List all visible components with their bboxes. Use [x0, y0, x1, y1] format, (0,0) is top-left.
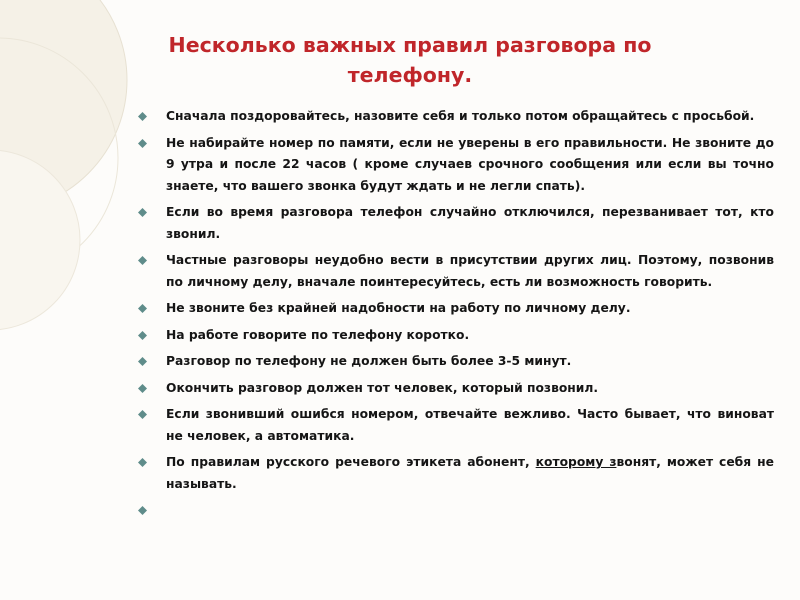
- bullet-icon: [138, 331, 147, 340]
- rule-item: [137, 351, 774, 373]
- rule-item: [137, 250, 774, 293]
- rule-text-before: По правилам русского речевого этикета абонент,: [166, 455, 536, 469]
- rule-item: [137, 404, 774, 447]
- rule-item: [137, 452, 774, 495]
- rule-item: [137, 325, 774, 347]
- bullet-icon: [138, 208, 147, 217]
- rule-text: Разговор по телефону не должен быть более 3-5 минут.: [166, 354, 572, 368]
- rule-item: [137, 298, 774, 320]
- rule-text-underlined: которому з: [535, 455, 617, 469]
- rule-text: Частные разговоры неудобно вести в присутствии других лиц. Поэтому, позвонив по личному делу, вначале поинтересуйтесь, есть ли возможность говорить.: [166, 253, 774, 289]
- bullet-icon: [138, 304, 147, 313]
- rule-text-after: вонят, может себя не называть.: [166, 455, 774, 491]
- rules-list: [137, 106, 774, 500]
- bullet-icon: [138, 357, 147, 366]
- rule-text: Окончить разговор должен тот человек, который позвонил.: [166, 380, 599, 395]
- rule-text: Не звоните без крайней надобности на работу по личному делу.: [166, 301, 631, 315]
- bullet-icon: [138, 256, 147, 265]
- rule-text: На работе говорите по телефону коротко.: [166, 327, 470, 342]
- slide-title: Несколько важных правил разговора по телефону.: [168, 33, 652, 87]
- bullet-icon: [138, 384, 147, 393]
- rule-item: [137, 106, 774, 128]
- bullet-icon: [138, 139, 147, 148]
- rule-item: [137, 378, 774, 400]
- rule-item: [137, 202, 774, 245]
- rule-text: Если звонивший ошибся номером, отвечайте вежливо. Часто бывает, что виноват не человек, а автоматика.: [166, 407, 774, 443]
- rule-text: Если во время разговора телефон случайно отключился, перезванивает тот, кто звонил.: [166, 205, 774, 241]
- rule-item: [137, 133, 774, 198]
- rule-text: Сначала поздоровайтесь, назовите себя и только потом обращайтесь с просьбой.: [166, 109, 755, 123]
- bullet-icon: [138, 112, 147, 121]
- rule-text: Не набирайте номер по памяти, если не уверены в его правильности. Не звоните до 9 утра и после 22 часов ( кроме случаев срочного сообщения или если вы точно знаете, что вашего звонка будут ждать и не легли спать).: [166, 135, 774, 193]
- bullet-icon: [138, 506, 147, 515]
- bullet-icon: [138, 458, 147, 467]
- bullet-icon: [138, 410, 147, 419]
